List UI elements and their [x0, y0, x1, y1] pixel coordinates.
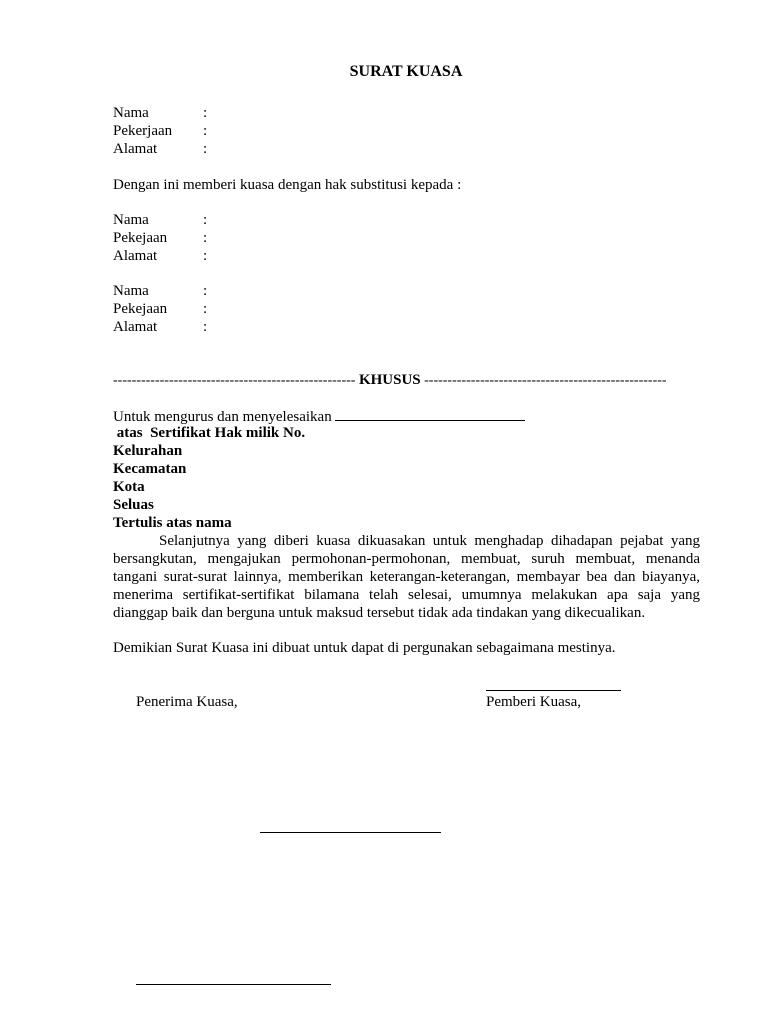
field-label: Nama	[113, 283, 149, 299]
field-colon: :	[203, 212, 208, 228]
document-title: SURAT KUASA	[349, 63, 463, 80]
field-colon: :	[203, 283, 208, 299]
body-paragraph: Selanjutnya yang diberi kuasa dikuasakan untuk menghadap dihadapan pejabat yang bersangkutan, mengajukan permohonan-permohonan, membuat, suruh membuat, menanda tangani surat-surat lainnya, memberikan keterangan-keterangan, membayar bea dan biayanya, menerima sertifikat-sertifikat bilamana telah selesai, umumnya melakukan apa saja yang dianggap baik dan berguna untuk maksud tersebut tidak ada tindakan yang dikecualikan.	[113, 533, 700, 621]
detail-kelurahan: Kelurahan	[113, 443, 183, 459]
detail-seluas: Seluas	[113, 497, 154, 513]
grantor-job-row	[113, 122, 207, 140]
field-label: Pekejaan	[113, 230, 168, 246]
recipient1-name-row	[113, 211, 207, 229]
signature-line-bottom	[136, 984, 331, 985]
receiver-label: Penerima Kuasa,	[136, 694, 238, 710]
field-colon: :	[203, 319, 208, 335]
grantor-address-row	[113, 140, 207, 158]
grantor-fields	[113, 104, 207, 158]
recipient2-address-row	[113, 318, 207, 336]
field-label: Nama	[113, 212, 149, 228]
khusus-dashes-left: ----------------------------------------------------	[113, 373, 356, 388]
purpose-line	[113, 406, 525, 426]
grantor-name-row	[113, 104, 207, 122]
field-colon: :	[203, 230, 208, 246]
recipient1-address-row	[113, 247, 207, 265]
field-label: Pekejaan	[113, 301, 168, 317]
field-colon: :	[203, 105, 208, 121]
recipient1-job-row	[113, 229, 207, 247]
giver-top-line	[486, 690, 621, 691]
recipient2-name-row	[113, 282, 207, 300]
detail-certificate-no: atas Sertifikat Hak milik No.	[113, 425, 306, 441]
detail-tertulis-atas-nama: Tertulis atas nama	[113, 515, 232, 531]
khusus-divider	[113, 371, 700, 390]
detail-kecamatan: Kecamatan	[113, 461, 187, 477]
giver-label: Pemberi Kuasa,	[486, 694, 581, 710]
field-label: Alamat	[113, 248, 158, 264]
purpose-blank-line	[335, 406, 525, 421]
recipient1-fields	[113, 211, 207, 265]
field-colon: :	[203, 141, 208, 157]
field-label: Pekerjaan	[113, 123, 173, 139]
detail-kota: Kota	[113, 479, 145, 495]
field-label: Alamat	[113, 319, 158, 335]
field-label: Nama	[113, 105, 149, 121]
field-colon: :	[203, 301, 208, 317]
recipient2-job-row	[113, 300, 207, 318]
intro-text: Dengan ini memberi kuasa dengan hak substitusi kepada :	[113, 177, 462, 193]
khusus-label: KHUSUS	[358, 372, 421, 388]
field-colon: :	[203, 248, 208, 264]
recipient2-fields	[113, 282, 207, 336]
certificate-details	[113, 424, 305, 532]
field-colon: :	[203, 123, 208, 139]
purpose-text: Untuk mengurus dan menyelesaikan	[113, 409, 332, 425]
closing-text: Demikian Surat Kuasa ini dibuat untuk dapat di pergunakan sebagaimana mestinya.	[113, 640, 616, 656]
khusus-dashes-right: ----------------------------------------------------	[424, 373, 667, 388]
field-label: Alamat	[113, 141, 158, 157]
signature-line-middle	[260, 832, 441, 833]
